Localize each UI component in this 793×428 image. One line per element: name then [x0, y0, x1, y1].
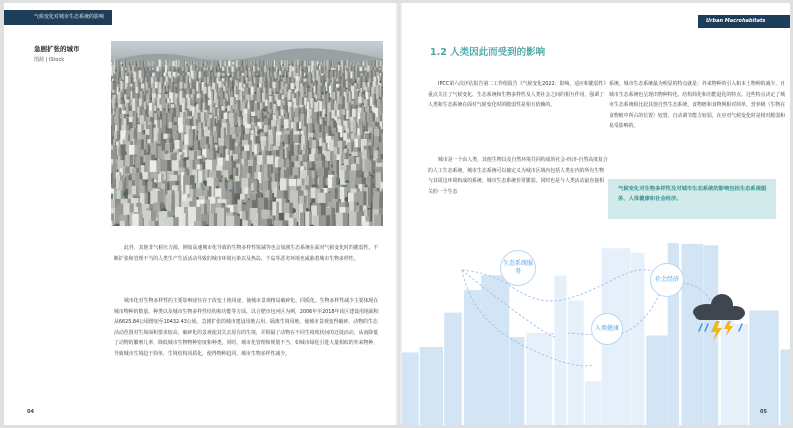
photo-building-shadow — [255, 112, 258, 116]
photo-building-shadow — [306, 79, 308, 82]
photo-building-shadow — [354, 66, 355, 73]
photo-building-shadow — [355, 62, 356, 66]
photo-building-block — [382, 66, 383, 72]
image-title: 急剧扩张的城市 — [34, 45, 80, 53]
photo-building-shadow — [124, 89, 126, 93]
photo-building-shadow — [371, 71, 373, 78]
photo-building-shadow — [268, 60, 269, 67]
photo-building-shadow — [332, 208, 335, 226]
callout-box — [608, 179, 776, 219]
photo-building-shadow — [122, 62, 123, 64]
photo-building-shadow — [118, 78, 120, 82]
photo-building-shadow — [316, 82, 317, 90]
photo-building-shadow — [275, 60, 276, 67]
photo-tree — [229, 75, 231, 77]
photo-building-shadow — [352, 71, 353, 78]
photo-building-shadow — [164, 62, 165, 64]
photo-building-shadow — [326, 215, 330, 226]
photo-building-shadow — [238, 60, 239, 67]
photo-building-shadow — [230, 61, 232, 67]
node-ecosystem-label: 生态系统服务 — [502, 260, 533, 275]
photo-tree — [122, 64, 124, 66]
photo-building-shadow — [161, 82, 162, 90]
photo-building-shadow — [166, 73, 168, 77]
skyline-building — [749, 310, 778, 425]
photo-building-shadow — [305, 67, 306, 70]
photo-building-shadow — [145, 89, 146, 95]
skyline-building — [646, 336, 667, 426]
right-col2-paragraph: 系统。城市生态系统最为明显的特点就是：外来物种的引入和本土物种的减少，且城市生态系统也呈现出物种特化、结构简化和功能退化的特点。这些特点决定了城市生态系统相比起其他自然生态系统，食物链和食物网相对简单，营养级（生物在食物链中所占的位置）较置，自动调节能力较弱，在应对气候变化时是相对脆弱和易受影响的。 — [609, 81, 786, 129]
photo-building-shadow — [125, 221, 128, 226]
photo-tree — [282, 75, 284, 77]
photo-building-shadow — [190, 62, 191, 64]
photo-building-shadow — [371, 78, 372, 82]
photo-building-shadow — [156, 62, 157, 65]
photo-building-shadow — [204, 72, 205, 78]
photo-building-shadow — [113, 73, 115, 76]
photo-building-shadow — [320, 65, 321, 73]
photo-building-shadow — [119, 72, 121, 78]
photo-building-shadow — [201, 71, 202, 78]
photo-building-shadow — [381, 61, 382, 66]
image-credit: 图源 | iStock — [34, 57, 65, 63]
photo-building-shadow — [224, 78, 225, 82]
photo-building-shadow — [293, 78, 294, 82]
photo-building-shadow — [248, 220, 252, 226]
photo-building-shadow — [282, 60, 283, 66]
photo-tree — [216, 70, 218, 72]
photo-building-shadow — [272, 66, 273, 73]
photo-building-shadow — [284, 95, 285, 99]
photo-building-shadow — [177, 60, 178, 68]
photo-building-shadow — [191, 83, 192, 89]
photo-tree — [115, 70, 117, 72]
photo-building-shadow — [219, 109, 220, 120]
photo-building-shadow — [272, 96, 274, 111]
photo-building-shadow — [155, 221, 159, 226]
photo-building-shadow — [284, 67, 285, 70]
photo-building-shadow — [293, 218, 296, 226]
node-society-label: 社会经济 — [654, 276, 679, 283]
node-ecosystem-services — [500, 250, 536, 286]
skyline-building — [526, 333, 552, 425]
photo-building-shadow — [150, 117, 152, 122]
skyline-building — [510, 337, 525, 425]
photo-tree — [203, 64, 205, 66]
photo-building-shadow — [239, 71, 241, 79]
photo-building-shadow — [186, 213, 189, 226]
photo-tree — [379, 81, 381, 83]
photo-building-shadow — [289, 77, 290, 85]
skyline-building — [464, 290, 481, 425]
skyline-building — [734, 324, 748, 425]
photo-building-shadow — [257, 84, 259, 88]
photo-building-shadow — [266, 61, 267, 66]
photo-building-shadow — [362, 67, 364, 71]
photo-building-shadow — [115, 90, 117, 93]
photo-tree — [244, 81, 246, 83]
photo-building-shadow — [259, 60, 260, 68]
photo-building-shadow — [228, 66, 229, 73]
photo-building-shadow — [161, 60, 163, 69]
photo-tree — [322, 92, 324, 94]
photo-building-shadow — [325, 98, 326, 108]
photo-building-shadow — [179, 73, 180, 76]
photo-building-shadow — [234, 216, 240, 226]
photo-building-shadow — [205, 67, 206, 70]
photo-building-shadow — [291, 72, 293, 77]
photo-building-shadow — [349, 128, 351, 133]
photo-building-shadow — [369, 82, 370, 91]
photo-building-shadow — [335, 68, 336, 70]
photo-tree — [186, 64, 188, 66]
photo-building-shadow — [192, 62, 193, 66]
photo-building-shadow — [173, 82, 175, 91]
photo-tree — [305, 75, 307, 77]
node-human-health — [591, 313, 623, 345]
photo-building-shadow — [333, 61, 334, 65]
photo-building-shadow — [225, 99, 226, 107]
callout-text: 气候变化对生物多样性及对城市生态系统的影响包括生态系统服务、人体健康和社会经济。 — [618, 186, 767, 202]
photo-building-shadow — [259, 67, 260, 70]
photo-building-shadow — [343, 66, 344, 73]
photo-building-shadow — [134, 139, 136, 146]
photo-building-shadow — [179, 60, 180, 67]
photo-tree — [323, 81, 325, 83]
photo-building-shadow — [198, 67, 199, 70]
photo-building-shadow — [288, 60, 289, 67]
photo-tree — [278, 70, 280, 72]
skyline-building — [402, 352, 419, 425]
section-title: 1.2 人类因此而受到的影响 — [430, 47, 546, 58]
photo-building-shadow — [201, 67, 202, 70]
photo-building-shadow — [366, 121, 368, 129]
skyline-building — [554, 276, 566, 425]
photo-building-shadow — [214, 213, 217, 226]
photo-building-shadow — [343, 213, 348, 226]
left-paragraph-1: 此外，其他非气候压力源，例如高速城市化导致的生物多样性锐减等也会加剧生态系统在面对气候变化时的脆弱性。不断扩张和管理不当的人类生产生活活动导致的城市环境污染以及热岛、干岛等恶劣环境也威胁着城市生物多样性。 — [114, 245, 379, 262]
photo-building-shadow — [302, 61, 303, 67]
photo-building-shadow — [263, 61, 265, 67]
photo-building-shadow — [348, 60, 349, 69]
photo-building-shadow — [234, 67, 236, 72]
photo-tree — [258, 75, 260, 77]
photo-building-shadow — [142, 78, 143, 83]
photo-tree — [218, 64, 220, 66]
photo-building-shadow — [125, 60, 126, 69]
photo-building-shadow — [195, 62, 196, 64]
photo-building-shadow — [162, 67, 163, 70]
photo-tree — [255, 64, 257, 66]
photo-building-shadow — [382, 121, 383, 129]
photo-building-shadow — [369, 222, 373, 226]
photo-building-shadow — [301, 71, 302, 80]
skyline-building — [568, 300, 584, 425]
photo-tree — [286, 75, 288, 77]
photo-building-shadow — [259, 183, 264, 191]
photo-building-shadow — [286, 78, 288, 83]
skyline-building — [420, 347, 443, 425]
photo-building-shadow — [145, 62, 146, 64]
photo-building-shadow — [215, 83, 217, 90]
photo-building-shadow — [184, 73, 185, 76]
city-aerial-photo — [111, 41, 383, 226]
photo-building-shadow — [219, 66, 220, 72]
photo-building-shadow — [190, 89, 192, 95]
photo-building-shadow — [125, 167, 130, 174]
photo-building-shadow — [202, 60, 203, 67]
photo-building-shadow — [126, 67, 127, 70]
photo-building-shadow — [320, 203, 325, 217]
left-page-number: 04 — [27, 409, 34, 415]
photo-building-shadow — [184, 67, 186, 71]
photo-building-shadow — [169, 98, 170, 108]
right-col1-paragraph-1: IPCC第六次评估报告第二工作组报告《气候变化2022：影响、适应和脆弱性》重点关注了气候变化、生态系统和生物多样性及人类社会之间的相互作用，强调了人类和生态系统在面对气候变化时的脆弱性是相互依赖的。 — [428, 81, 606, 108]
photo-building-shadow — [381, 215, 383, 226]
photo-building-shadow — [266, 77, 268, 84]
photo-building-shadow — [123, 140, 125, 145]
photo-building-shadow — [253, 94, 256, 100]
photo-tree — [276, 92, 278, 94]
photo-building-shadow — [239, 111, 242, 118]
skyline-building — [481, 275, 509, 425]
photo-building-shadow — [195, 89, 197, 94]
photo-building-shadow — [217, 116, 218, 123]
photo-building-shadow — [176, 72, 178, 78]
photo-building-shadow — [328, 78, 329, 83]
photo-building-shadow — [312, 161, 315, 167]
photo-building-shadow — [294, 67, 296, 71]
photo-building-shadow — [348, 110, 349, 119]
photo-building-shadow — [320, 111, 322, 117]
photo-building-shadow — [361, 61, 362, 65]
photo-building-shadow — [177, 84, 179, 87]
photo-building-shadow — [234, 62, 235, 65]
photo-building-shadow — [245, 84, 246, 87]
photo-building-shadow — [156, 106, 157, 111]
photo-building-shadow — [380, 117, 383, 121]
photo-building-shadow — [197, 71, 199, 80]
photo-building-shadow — [154, 68, 155, 70]
photo-building-shadow — [367, 99, 369, 107]
photo-building-shadow — [322, 62, 323, 64]
photo-building-shadow — [166, 81, 167, 91]
photo-building-shadow — [272, 61, 273, 66]
skyline-building — [585, 381, 601, 425]
photo-building-shadow — [371, 176, 373, 202]
photo-building-shadow — [364, 61, 365, 65]
photo-building-shadow — [325, 62, 326, 66]
photo-building-shadow — [148, 143, 150, 152]
skyline-building — [682, 244, 704, 425]
photo-building-shadow — [288, 144, 290, 151]
photo-tree — [355, 81, 357, 83]
magazine-spread — [4, 3, 790, 425]
photo-building-shadow — [117, 131, 119, 143]
photo-building-shadow — [224, 67, 225, 71]
photo-building-shadow — [161, 90, 163, 93]
photo-tree — [136, 64, 138, 66]
photo-building-shadow — [306, 126, 309, 136]
photo-building-shadow — [191, 78, 192, 83]
photo-building-shadow — [236, 181, 241, 193]
photo-building-shadow — [150, 73, 152, 76]
photo-building-shadow — [143, 60, 144, 67]
photo-building-shadow — [252, 62, 253, 64]
photo-building-shadow — [187, 83, 189, 88]
photo-tree — [174, 70, 176, 72]
skyline-building — [631, 253, 645, 425]
photo-building-shadow — [309, 211, 312, 226]
photo-building-shadow — [338, 79, 339, 82]
photo-building-shadow — [381, 73, 382, 76]
photo-building-shadow — [381, 87, 382, 98]
photo-building-shadow — [327, 82, 328, 91]
photo-building-shadow — [304, 114, 307, 128]
photo-building-shadow — [357, 212, 362, 226]
photo-tree — [282, 64, 284, 66]
photo-building-shadow — [196, 79, 197, 82]
photo-building-shadow — [210, 62, 211, 65]
photo-building-shadow — [136, 72, 138, 78]
photo-building-shadow — [238, 68, 240, 70]
photo-building-shadow — [173, 217, 179, 226]
photo-building-shadow — [159, 67, 161, 72]
photo-building-shadow — [221, 60, 222, 68]
left-paragraph-2: 城市化对生物多样性的主要影响途径在于改变土地用途，使城市景观格局破碎化、同质化。生物多样性减少主要体现在城市物种的数量、种类以及城市生物多样性结构和功能等方面。以合肥市包河区为例，2006年至2018年该区建设用地面积从6625.84公顷增加至10432.43公顷。急剧扩张的城市建设用地占用、隔离生境用地，使城市景观变得破碎。动物的生态活动范围对生境面积要求较高，破碎化的景观使其失去原有的生境，并阻隔了动物在不同生境现状间的迁徙活动，从而降低了动物的繁殖几率，降低城市生物物种密度和种类。同时，城市化管理和规划不当，如城市绿化引进大量相似的外来物种，导致城市生境趋于简单，生境结构同质化，使得物种趋同，城市生物多样性减少。 — [114, 298, 379, 357]
photo-building-shadow — [270, 200, 273, 208]
photo-building-shadow — [184, 60, 185, 68]
photo-building-shadow — [138, 67, 139, 70]
photo-building-shadow — [144, 68, 145, 70]
photo-building-shadow — [285, 100, 287, 106]
photo-building-shadow — [354, 101, 356, 105]
photo-building-shadow — [255, 77, 256, 83]
right-page-number: 05 — [760, 409, 767, 415]
photo-building-shadow — [333, 83, 335, 90]
photo-building-shadow — [198, 150, 201, 156]
photo-building-shadow — [375, 94, 376, 101]
photo-building-shadow — [213, 61, 214, 66]
skyline-building — [781, 350, 791, 426]
photo-building-shadow — [254, 117, 256, 122]
photo-building-shadow — [255, 66, 256, 72]
right-col1-paragraph-2: 城市是一个由人类、其他生物以及自然环境共同构成的社会-经济-自然高度复合的人工生态系统，城市生态系统可以被定义为城市区域内包括人类在内的所有生物与其周边环境构成的系统。城市生态系统非常脆弱，同时也是与人类活动最直接相关的一个生态 — [428, 157, 608, 195]
photo-building-shadow — [307, 88, 308, 96]
right-header-bar — [698, 15, 790, 28]
left-header-text: 气候变化对城市生态系统的影响 — [34, 14, 105, 20]
photo-building-shadow — [126, 94, 127, 99]
photo-building-shadow — [159, 73, 160, 77]
photo-building-shadow — [198, 61, 199, 66]
photo-building-shadow — [228, 94, 229, 102]
skyline-building — [444, 313, 462, 425]
photo-building-shadow — [375, 60, 376, 68]
photo-building-shadow — [287, 147, 289, 161]
photo-building-shadow — [112, 62, 113, 65]
photo-building-shadow — [226, 61, 228, 66]
photo-building-shadow — [347, 71, 349, 80]
photo-building-shadow — [171, 61, 172, 65]
photo-building-shadow — [177, 79, 178, 82]
photo-tree — [254, 92, 256, 94]
photo-tree — [165, 92, 167, 94]
photo-building-shadow — [253, 160, 257, 184]
photo-building-shadow — [281, 71, 282, 80]
photo-building-shadow — [216, 66, 217, 73]
node-social-economy — [650, 263, 684, 297]
photo-building-shadow — [139, 214, 143, 226]
photo-building-shadow — [167, 65, 168, 73]
photo-building-shadow — [168, 77, 170, 85]
photo-building-shadow — [339, 110, 341, 119]
photo-building-shadow — [154, 73, 156, 77]
photo-building-shadow — [209, 77, 210, 84]
photo-building-shadow — [331, 61, 332, 66]
photo-building-shadow — [378, 60, 379, 68]
right-header-text: Urban Macrohabitats — [706, 18, 766, 24]
photo-building-shadow — [306, 61, 307, 67]
photo-building-shadow — [208, 67, 209, 70]
photo-tree — [177, 70, 179, 72]
photo-building-shadow — [271, 88, 273, 95]
photo-building-shadow — [317, 95, 318, 100]
photo-building-shadow — [188, 66, 190, 73]
photo-building-shadow — [144, 83, 146, 88]
photo-building-shadow — [298, 73, 299, 76]
left-header-bar — [4, 10, 112, 25]
photo-building-shadow — [313, 98, 314, 108]
photo-building-shadow — [207, 61, 208, 65]
photo-building-shadow — [352, 62, 353, 64]
node-health-label: 人类健康 — [594, 325, 619, 332]
photo-building-shadow — [233, 72, 234, 76]
photo-building-shadow — [163, 77, 165, 84]
